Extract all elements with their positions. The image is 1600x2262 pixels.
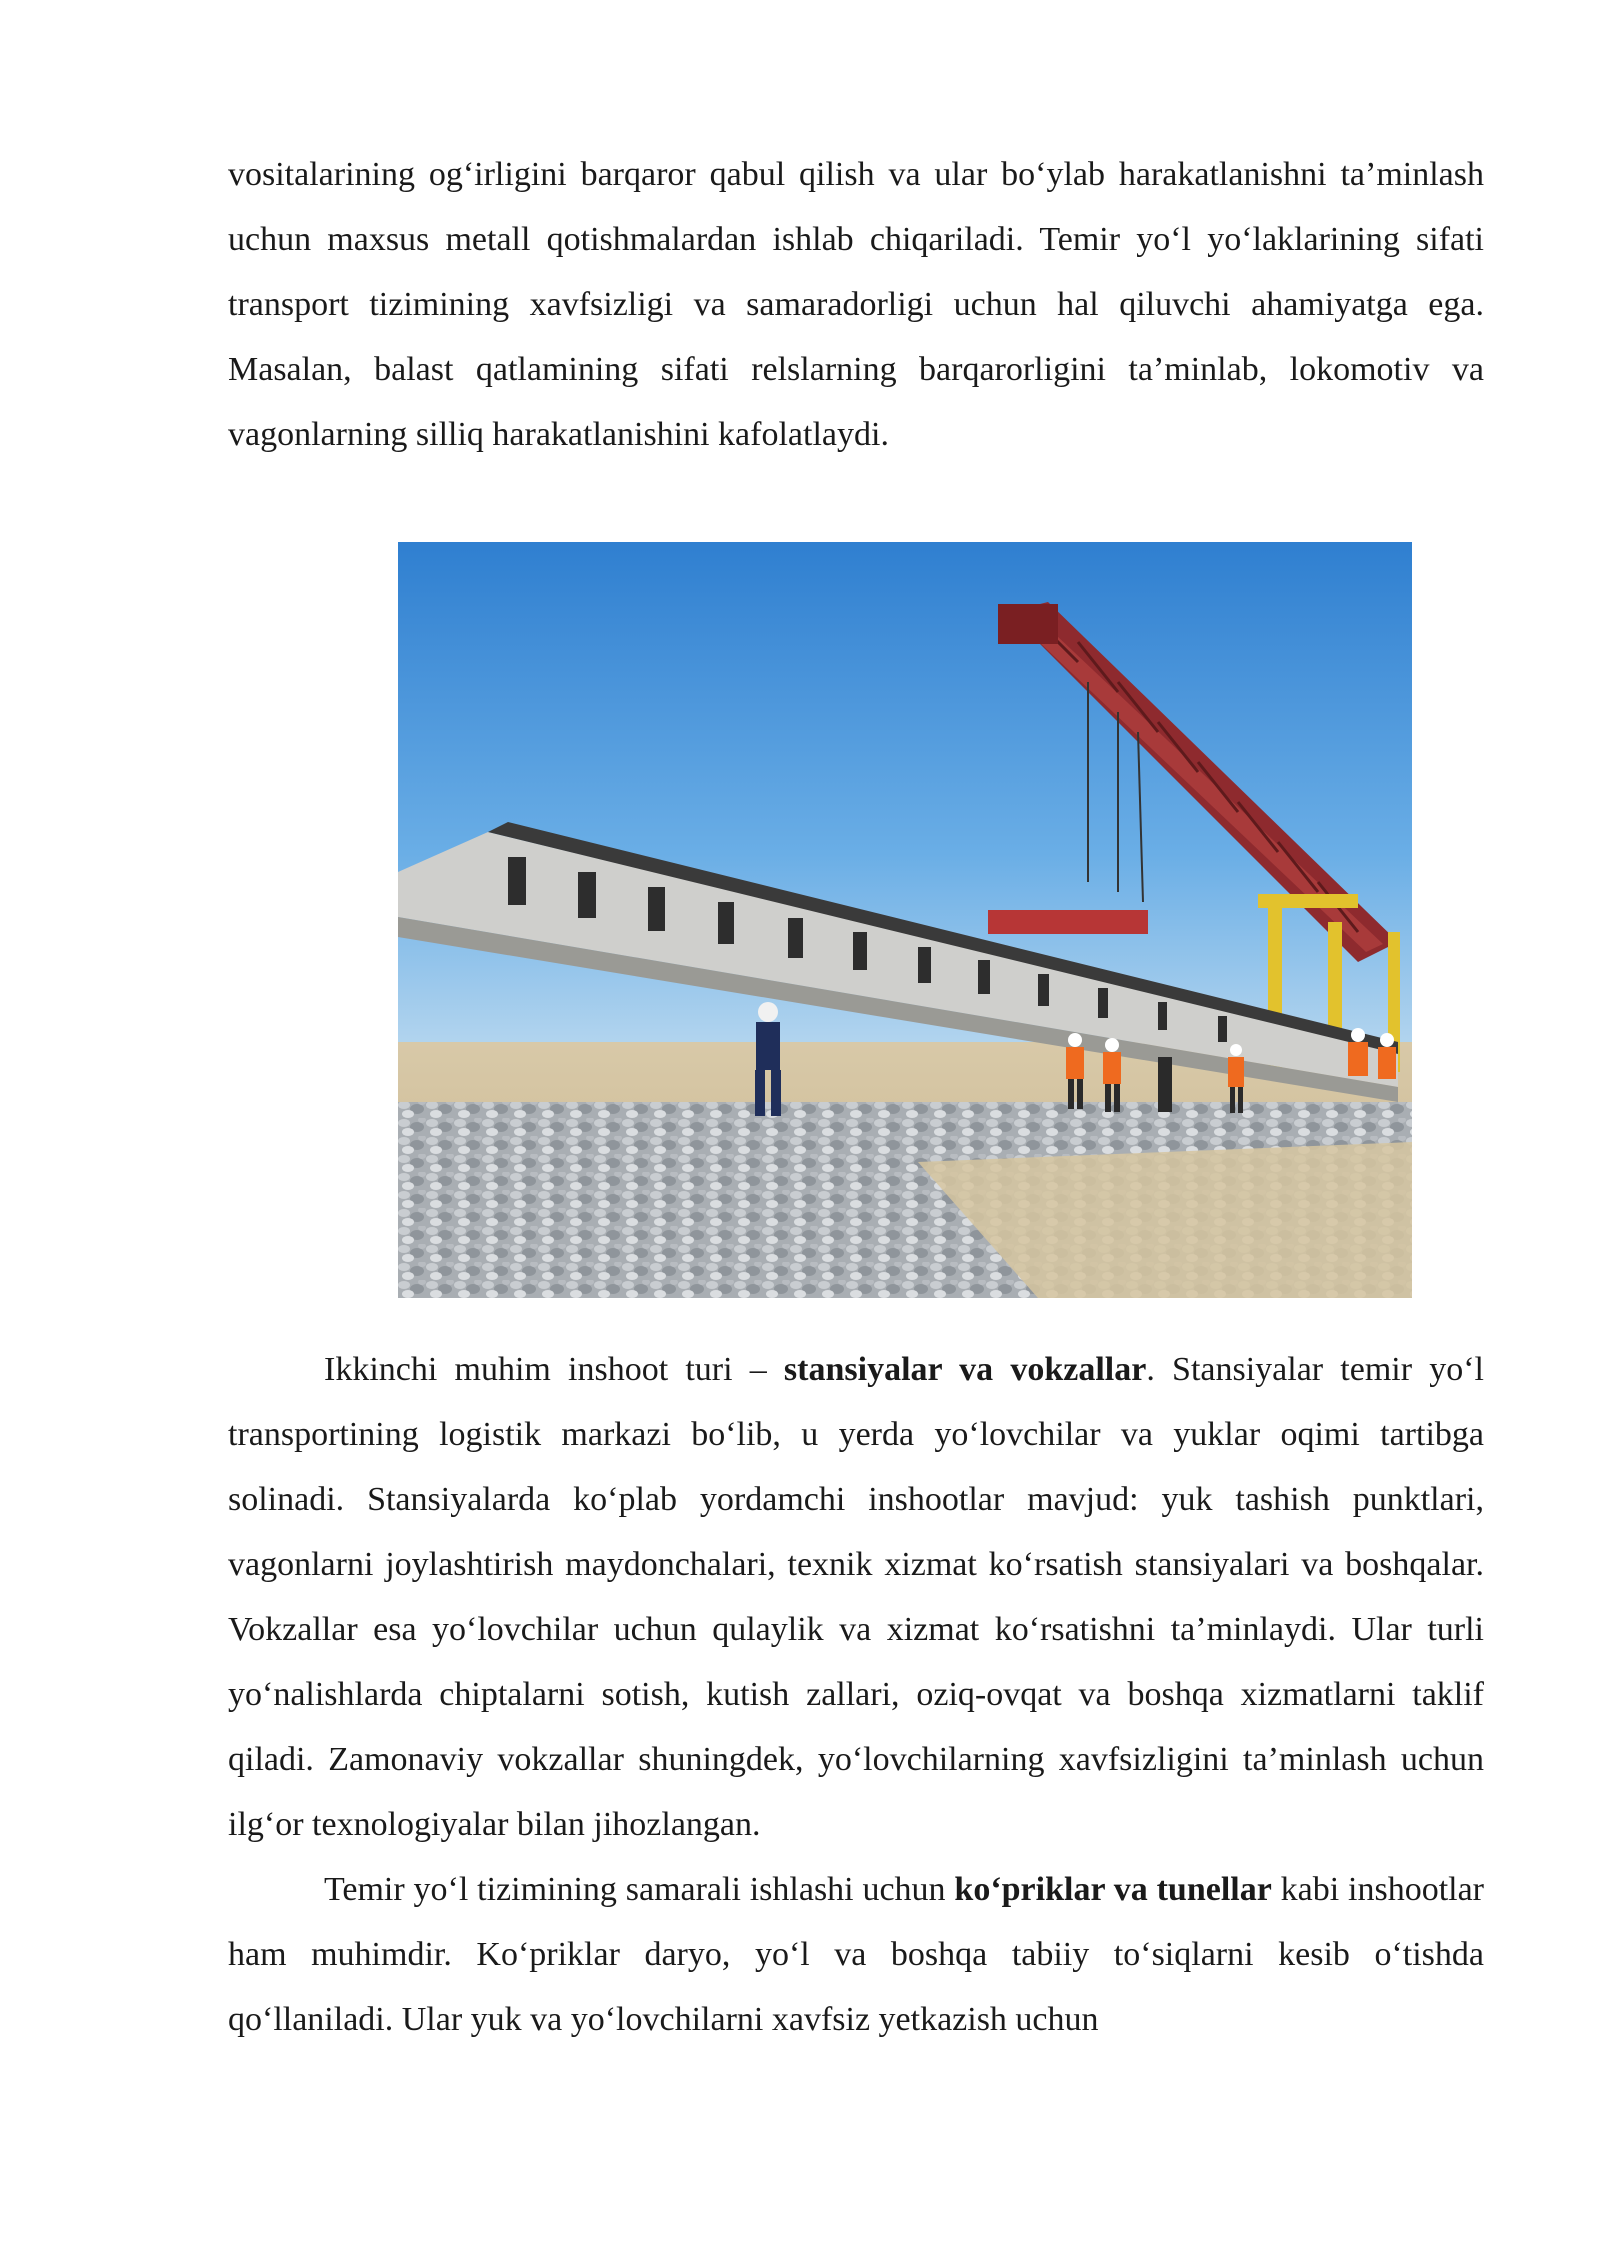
paragraph-2-text: Ikkinchi muhim inshoot turi – xyxy=(324,1351,784,1388)
paragraph-2-bold-term: stansiyalar va vokzallar xyxy=(783,1351,1147,1388)
railway-track-laying-photo xyxy=(398,542,1412,1298)
paragraph-1: vositalarining og‘irligini barqaror qabul qilish va ular bo‘ylab harakatlanishni ta’minlash uchun maxsus metall qotishmalardan ishlab chiqariladi. Temir yo‘l yo‘laklarining sifati transport tizimining xavfsizligi va samaradorligi uchun hal qiluvchi ahamiyatga ega. Masalan, balast qatlamining sifati relslarning barqarorligini ta’minlab, lokomotiv va vagonlarning silliq harakatlanishini kafolatlaydi. xyxy=(228,156,1484,453)
photo-illustration xyxy=(398,542,1412,1298)
paragraph-3-bold-term: ko‘priklar va tunellar xyxy=(954,1871,1272,1908)
paragraph-2 xyxy=(228,1337,1484,1857)
paragraph-3-text-rest: kabi inshootlar ham muhimdir. Ko‘priklar daryo, yo‘l va boshqa tabiiy to‘siqlarni kesib o‘tishda qo‘llaniladi. Ular yuk va yo‘lovchilarni xavfsiz yetkazish uchun xyxy=(228,1871,1485,2038)
gantry-carriage xyxy=(988,910,1148,934)
paragraph-2-text-rest: . Stansiyalar temir yo‘l transportining logistik markazi bo‘lib, u yerda yo‘lovchilar va yuklar oqimi tartibga solinadi. Stansiyalarda ko‘plab yordamchi inshootlar mavjud: yuk tashish punktlari, vagonlarni joylashtirish maydonchalari, texnik xizmat ko‘rsatish stansiyalari va boshqalar. Vokzallar esa yo‘lovchilar uchun qulaylik va xizmat ko‘rsatishni ta’minlaydi. Ular turli yo‘nalishlarda chiptalarni sotish, kutish zallari, oziq-ovqat va boshqa xizmatlarni taklif qiladi. Zamonaviy vokzallar shuningdek, yo‘lovchilarning xavfsizligini ta’minlash uchun ilg‘or texnologiyalar bilan jihozlangan. xyxy=(228,1351,1484,1843)
paragraph-3-text: Temir yo‘l tizimining samarali ishlashi uchun xyxy=(324,1871,955,1908)
paragraph-3 xyxy=(228,1857,1484,2052)
text-block-top xyxy=(228,142,1484,467)
text-block-bottom xyxy=(228,1337,1484,2052)
